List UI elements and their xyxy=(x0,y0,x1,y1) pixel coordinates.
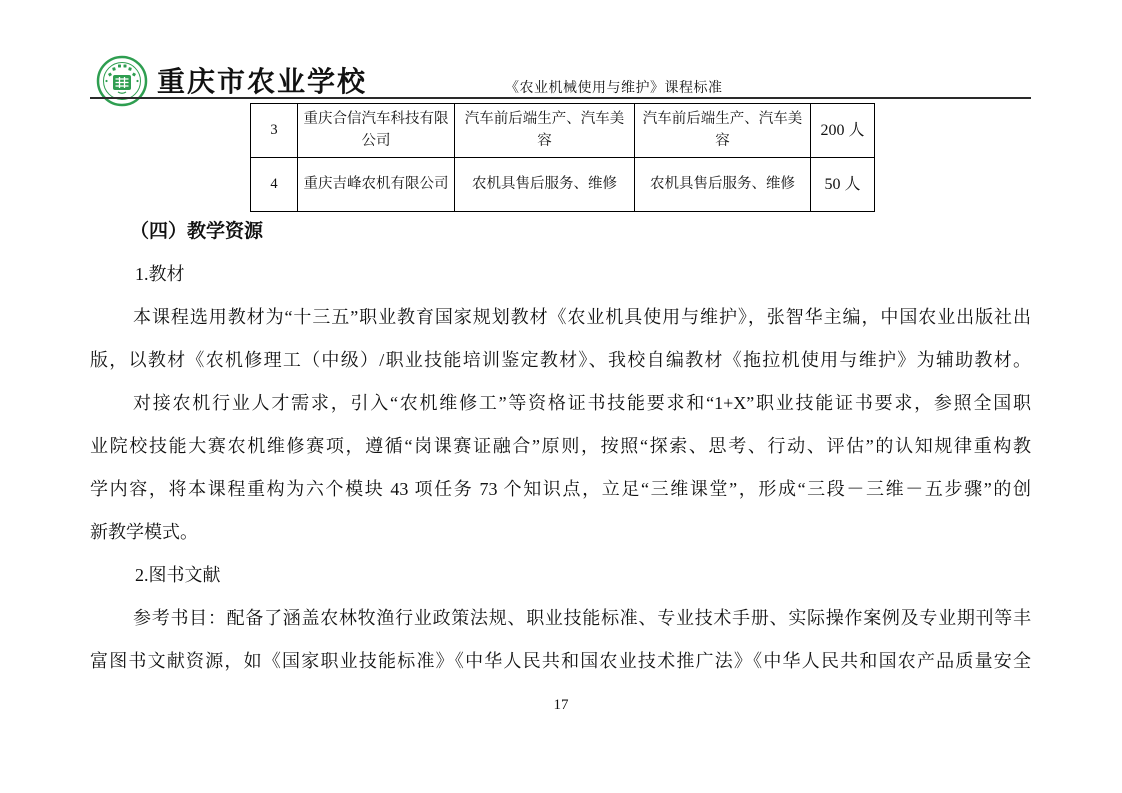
school-seal-logo xyxy=(96,55,148,107)
table-row xyxy=(251,158,875,212)
section-heading: （四）教学资源 xyxy=(130,221,264,242)
header-divider xyxy=(90,97,1031,99)
school-seal-icon xyxy=(96,55,148,107)
positions-cell: 汽车前后端生产、汽车美容 xyxy=(635,104,811,158)
paragraph-line: 富图书文献资源，如《国家职业技能标准》《中华人民共和国农业技术推广法》《中华人民共和国农产品质量安全 xyxy=(90,651,1031,671)
paragraph-line: 版，以教材《农机修理工（中级）/职业技能培训鉴定教材》、我校自编教材《拖拉机使用与维护》为辅助教材。 xyxy=(90,350,1031,370)
scope-cell: 汽车前后端生产、汽车美容 xyxy=(455,104,635,158)
paragraph-line: 新教学模式。 xyxy=(90,522,198,542)
count-cell: 200 人 xyxy=(811,104,875,158)
company-cell: 重庆合信汽车科技有限公司 xyxy=(298,104,455,158)
paragraph-line: 参考书目：配备了涵盖农林牧渔行业政策法规、职业技能标准、专业技术手册、实际操作案例及专业期刊等丰 xyxy=(133,608,1031,628)
positions-cell: 农机具售后服务、维修 xyxy=(635,158,811,212)
paragraph-line: 本课程选用教材为“十三五”职业教育国家规划教材《农业机具使用与维护》，张智华主编，中国农业出版社出 xyxy=(133,307,1031,327)
subsection-heading-literature: 2.图书文献 xyxy=(135,565,221,585)
document-title: 《农业机械使用与维护》课程标准 xyxy=(505,81,723,96)
school-name: 重庆市农业学校 xyxy=(157,67,368,98)
company-cell: 重庆吉峰农机有限公司 xyxy=(298,158,455,212)
count-cell: 50 人 xyxy=(811,158,875,212)
paragraph-line: 对接农机行业人才需求，引入“农机维修工”等资格证书技能要求和“1+X”职业技能证书要求，参照全国职 xyxy=(133,393,1031,413)
paragraph-line: 业院校技能大赛农机维修赛项，遵循“岗课赛证融合”原则，按照“探索、思考、行动、评估”的认知规律重构教 xyxy=(90,436,1031,456)
row-number-cell: 4 xyxy=(251,158,298,212)
enterprise-placement-table xyxy=(250,103,875,212)
page-number: 17 xyxy=(553,697,569,713)
table-row xyxy=(251,104,875,158)
scope-cell: 农机具售后服务、维修 xyxy=(455,158,635,212)
paragraph-line: 学内容，将本课程重构为六个模块 43 项任务 73 个知识点，立足“三维课堂”，形成“三段－三维－五步骤”的创 xyxy=(90,479,1031,499)
row-number-cell: 3 xyxy=(251,104,298,158)
subsection-heading-textbook: 1.教材 xyxy=(135,264,185,284)
document-body xyxy=(90,210,1031,683)
